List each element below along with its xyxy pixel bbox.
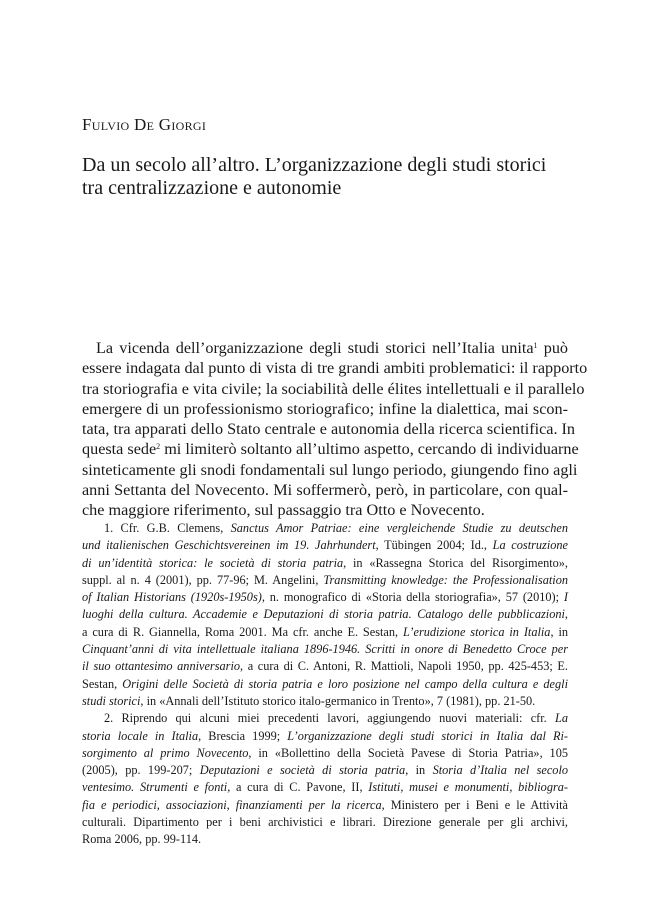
text-run: , in xyxy=(550,624,569,639)
footnote-2-line xyxy=(82,762,568,779)
text-run: Sanctus Amor Patriae: eine vergleichende Studie zu deutschen xyxy=(230,521,568,535)
text-run: und italienischen Geschichtsvereinen im 19. Jahrhundert xyxy=(82,538,376,553)
text-run: , in xyxy=(405,763,433,778)
footnotes xyxy=(82,520,568,849)
body-line xyxy=(82,338,568,358)
text-run: of Italian Historians (1920s-1950s) xyxy=(82,590,262,605)
footnote-1-line xyxy=(82,572,568,589)
text-run: fia e periodici, associazioni, finanziamenti per la ricerca xyxy=(82,797,382,812)
text-run: mi limiterò soltanto all’ultimo aspetto, cercando di individuarne xyxy=(160,440,579,459)
body-line: tra storiografia e vita civile; la sociabilità delle élites intellettuali e il parallelo xyxy=(82,379,585,398)
text-run: , Tübingen 2004; Id., xyxy=(375,538,493,553)
body-line: sinteticamente gli snodi fondamentali sul lungo periodo, giungendo fino agli xyxy=(82,460,578,479)
body-line: emergere di un professionismo storiografico; infine la dialettica, mai scon- xyxy=(82,399,568,418)
body-line: anni Settanta del Novecento. Mi soffermerò, però, in particolare, con qual- xyxy=(82,481,568,500)
footnote-2-line xyxy=(82,779,568,796)
text-run: può xyxy=(537,339,568,357)
text-run: Storia d’Italia nel secolo xyxy=(432,763,569,778)
title-line-1: Da un secolo all’altro. L’organizzazione degli studi storici xyxy=(82,154,547,176)
text-run: Sestan, xyxy=(82,676,123,691)
text-run: Origini delle Società di storia patria e loro posizione nel campo della cultura e degli xyxy=(122,676,568,691)
footnote-1-line xyxy=(82,658,568,675)
text-run: Istituti, musei e monumenti, bibliogra- xyxy=(368,780,568,795)
text-run: di un’identità storica: le società di storia patria xyxy=(82,555,344,570)
footnote-ref-2[interactable]: 2 xyxy=(156,442,161,452)
footnote-2-line: culturali. Dipartimento per i beni archivistici e librari. Direzione generale per gli archivi, xyxy=(82,815,568,830)
text-run: storia locale in Italia xyxy=(82,728,199,743)
text-run: luoghi della cultura. Accademie e Deputazioni di storia patria. Catalogo delle pubblicazioni xyxy=(82,607,565,622)
text-run: I xyxy=(563,590,568,605)
text-run: , xyxy=(564,607,568,622)
text-run: L’erudizione storica in Italia xyxy=(403,624,551,639)
footnote-2-line xyxy=(82,710,568,727)
footnote-1-line xyxy=(82,641,568,658)
footnote-2-line xyxy=(82,745,568,762)
footnote-1-line xyxy=(82,693,568,710)
body-line: che maggiore riferimento, sul passaggio tra Otto e Novecento. xyxy=(82,501,485,520)
footnote-1-line xyxy=(82,520,568,537)
footnote-1-line xyxy=(82,589,568,606)
footnote-2-line: Roma 2006, pp. 99-114. xyxy=(82,832,202,847)
text-run: Transmitting knowledge: the Professionalisation xyxy=(323,572,568,587)
text-run: Cinquant’anni di vita intellettuale italiana 1896-1946. Scritti in onore di Benedetto Croce per xyxy=(82,642,568,657)
text-run: , in «Bollettino della Società Pavese di Storia Patria», 105 xyxy=(248,745,568,760)
footnote-2-line xyxy=(82,797,568,814)
text-run: , Brescia 1999; xyxy=(198,728,288,743)
article-title xyxy=(82,154,562,200)
author-name: Fulvio De Giorgi xyxy=(82,115,207,134)
text-run: (2005), pp. 199-207; xyxy=(82,763,200,778)
body-line: essere indagata dal punto di vista di tre grandi ambiti problematici: il rapporto xyxy=(82,359,588,378)
text-run: La costruzione xyxy=(492,538,568,553)
text-run: , n. monografico di «Storia della storiografia», 57 (2010); xyxy=(261,590,564,605)
text-run: La vicenda dell’organizzazione degli studi storici nell’Italia unita xyxy=(96,339,534,357)
footnote-1-line xyxy=(82,624,568,641)
text-run: suppl. al n. 4 (2001), pp. 77-96; M. Angelini, xyxy=(82,572,324,587)
text-run: , in «Rassegna Storica del Risorgimento», xyxy=(343,555,568,570)
text-run: studi storici xyxy=(82,693,141,708)
text-run: , a cura di C. Pavone, II, xyxy=(227,780,369,795)
text-run: , in «Annali dell’Istituto storico italo-germanico in Trento», 7 (1981), pp. 21-50. xyxy=(140,693,536,708)
text-run: , Ministero per i Beni e le Attività xyxy=(381,797,568,812)
text-run: L’organizzazione degli studi storici in Italia dal Ri- xyxy=(287,728,568,743)
body-line: tata, tra apparati dello Stato centrale e autonomia della ricerca scientifica. In xyxy=(82,420,576,439)
text-run: Deputazioni e società di storia patria xyxy=(199,763,406,778)
text-run: La xyxy=(555,711,568,726)
footnote-1-line xyxy=(82,676,568,693)
body-paragraph xyxy=(82,338,588,521)
text-run: ventesimo. Strumenti e fonti xyxy=(82,780,228,795)
footnote-1-line xyxy=(82,537,568,554)
text-run: sorgimento al primo Novecento xyxy=(82,745,249,760)
body-line xyxy=(82,439,579,459)
text-run: a cura di R. Giannella, Roma 2001. Ma cfr. anche E. Sestan, xyxy=(82,624,404,639)
text-run: questa sede xyxy=(82,440,157,459)
footnote-1-line xyxy=(82,555,568,572)
footnote-2-line xyxy=(82,728,568,745)
footnote-ref-1[interactable]: 1 xyxy=(533,341,538,350)
text-run: , a cura di C. Antoni, R. Mattioli, Napoli 1950, pp. 425-453; E. xyxy=(240,659,568,674)
text-run: 1. Cfr. G.B. Clemens, xyxy=(104,521,231,535)
text-run: il suo ottantesimo anniversario xyxy=(82,659,241,674)
title-line-2: tra centralizzazione e autonomie xyxy=(82,177,342,199)
footnote-1-line xyxy=(82,606,568,623)
text-run: 2. Riprendo qui alcuni miei precedenti lavori, aggiungendo nuovi materiali: cfr. xyxy=(104,711,555,726)
